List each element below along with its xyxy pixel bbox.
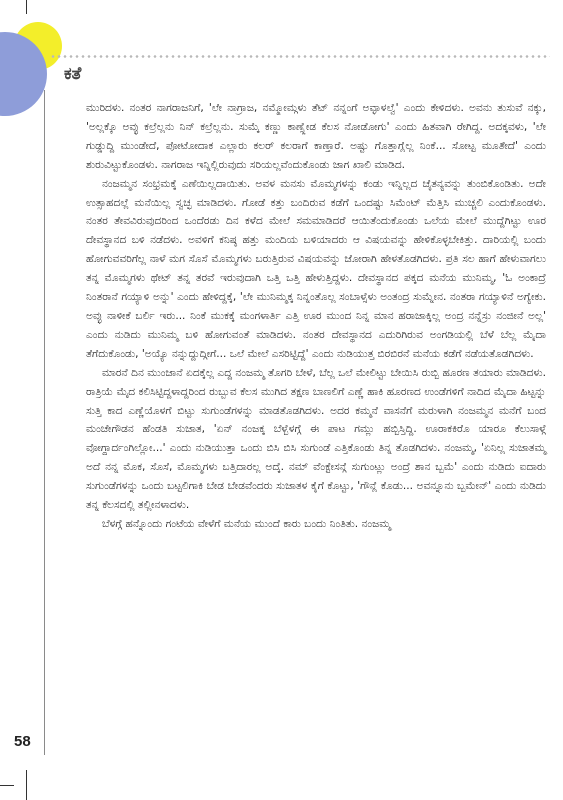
story-text [86, 99, 546, 534]
paragraph: ಬೆಳಗ್ಗೆ ಹನ್ನೊಂದು ಗಂಟೆಯ ವೇಳೆಗೆ ಮನೆಯ ಮುಂದೆ ಕಾರು ಬಂದು ನಿಂತಿತು. ನಂಜಮ್ಮ [102, 517, 391, 530]
crop-mark-bottom-left-horizontal [0, 785, 14, 786]
paragraph: ಮಾರನೆ ದಿನ ಮುಂಜಾನೆ ಏದಕ್ಕೆಲ್ಲ ಎದ್ದ ನಂಜಮ್ಮ ತೊಗರಿ ಬೇಳೆ, ಬೆಲ್ಲ ಒಲೆ ಮೇಲಿಟ್ಟು ಬೇಯಿಸಿ ರುಬ್ಬಿ ಹೂರಣ ತಯಾರು ಮಾಡಿದಳು. ರಾತ್ರಿಯೆ ಮೈದ ಕಲಿಸಿಟ್ಟಿದ್ದಳಾದ್ದರಿಂದ ರುಬ್ಬುವ ಕೆಲಸ ಮುಗಿದ ತಕ್ಷಣ ಬಾಣಲಿಗೆ ಎಣ್ಣೆ ಹಾಕಿ ಹೂರಣದ ಉಂಡೆಗಳಿಗೆ ನಾದಿದ ಮೈದಾ ಹಿಟ್ಟನ್ನು ಸುತ್ತಿ ಕಾದ ಎಣ್ಣೆಯೊಳಗೆ ಬಿಟ್ಟು ಸುಗುಂಡೆಗಳನ್ನು ಮಾಡತೊಡಗಿದಳು. ಅದರ ಕಮ್ಮನೆ ವಾಸನೆಗೆ ಮರುಳಾಗಿ ನಂಜಮ್ಮನ ಮನೆಗೆ ಬಂದ ಮಂಚೇಗೌಡನ ಹೆಂಡತಿ ಸುಜಾತ, 'ಏನ್ ನಂಜಕ್ಕ ಬೆಳ್ಬೆಳಗ್ಗೆ ಈ ಪಾಟ ಗಮ್ಲು ಹಬ್ಬಿಸ್ತಿದ್ದಿ. ಊರಾಕಕಿರೊ ಯಾರೂ ಕೆಲುಸಾಳ್ಗೆ ವೋಗ್ದಾರ್ದಂಗಿಲ್ಲೋ...' ಎಂದು ನುಡಿಯುತ್ತಾ ಒಂದು ಬಿಸಿ ಬಿಸಿ ಸುಗುಂಡೆ ಎತ್ತಿಕೊಂಡು ತಿನ್ನ ತೊಡಗಿದಳು. ನಂಜಮ್ಮ, 'ಏನಿಲ್ಲ ಸುಜಾತಮ್ಮ ಅದೆ ನನ್ನ ಮೊಕ, ಸೊಸೆ, ಮೊಮ್ಮಗಳು ಬತ್ತಿದಾರಲ್ಲ ಅದ್ಕೆ. ನಮ್ ವೆಂಕ್ಟೇಸನ್ಗೆ ಸುಗುಂಟ್ಲು ಅಂದ್ರೆ ಶಾನ ಬ್ಬಮೆ' ಎಂದು ನುಡಿದು ಐದಾರು ಸುಗುಂಡೆಗಳನ್ನು ಒಂದು ಬಟ್ಟಲಿಗಾಕಿ ಬೇಡ ಬೇಡವೆಂದರು ಸುಜಾತಳ ಕೈಗೆ ಕೊಟ್ಟು, 'ಗೌನ್ಲೆ ಕೊಡು... ಅವನ್ನೂನು ಬ್ಬಮೇನ್' ಎಂದು ನುಡಿದು ತನ್ನ ಕೆಲಸದಲ್ಲಿ ತಲ್ಲೀನಳಾದಳು. [86, 366, 546, 512]
crop-mark-top-left-vertical [26, 0, 27, 14]
section-label: ಕತೆ [64, 64, 82, 84]
crop-mark-bottom-left-vertical [26, 770, 27, 800]
left-margin-rule [44, 90, 45, 755]
paragraph: ಮುರಿದಳು. ನಂತರ ನಾಗರಾಜನಿಗೆ, 'ಲೇ ನಾಗ್ರಾಜ, ನಮ್ಮೋಮ್ಗಳು ತೆಟ್ ನನ್ನಂಗೆ ಅವ್ಳಾಳಲ್ವೆ' ಎಂದು ಕೇಳಿದಳು. ಅವನು ತುಸುವೆ ನಕ್ಕು, 'ಅಲ್ಲಕ್ಕೊ ಅವ್ಳು ಕಲ್ರೆಲ್ಲನು ನಿನ್ ಕಲ್ರೆಲ್ಲನು. ಸುಮ್ಕೆ ಕಣ್ಣು ಕಾಣ್ಸ್ಲೇಡ ಕೆಲಸ ನೋಡೋಗು' ಎಂದು ಹಿತವಾಗಿ ರೇಗಿದ್ದ. ಅದಕ್ಕವಳು, 'ಲೇ ಗುಡ್ಡುದ್ದಿ ಮುಂಡೇದೆ, ಪೋಟೋದಾಕ ಎಲ್ಲಾರು ಕಲರ್ ಕಲರಾಗೆ ಕಾಣ್ತಾರೆ. ಅಷ್ಟು ಗೊತ್ತಾಗ್ಲೆಲ್ಲ ನಿಂಕೆ... ಸೋಟ್ಟ ಮೂತಿೇದೆ' ಎಂದು ಶುರುವಿಟ್ಟುಕೊಂಡಳು. ನಾಗರಾಜ ಇನ್ನಿಲ್ಲಿರುವುದು ಸರಿಯಲ್ಲವೆಂದುಕೊಂಡು ಜಾಗ ಖಾಲಿ ಮಾಡಿದ. [86, 102, 546, 171]
page-number: 58 [14, 733, 31, 750]
paragraph: ನಂಜಮ್ಮನ ಸಂಭ್ರಮಕ್ಕೆ ಎಣೆಯಿಲ್ಲದಾಯಿತು. ಅವಳ ಮನಸು ಮೊಮ್ಮಗಳನ್ನು ಕಂಡು ಇನ್ನಿಲ್ಲದ ಚೈತನ್ಯವನ್ನು ತುಂಬಿಕೊಂಡಿತು. ಅದೇ ಉತ್ಸಾಹದಲ್ಲೆ ಮನೆಯಿಲ್ಲ ಸ್ವಚ್ಛ ಮಾಡಿದಳು. ಗೋಡೆ ಕತ್ತು ಬಂದಿರುವ ಕಡೆಗೆ ಒಂದಷ್ಟು ಸಿಮೆಂಟ್ ಮೆತ್ತಿಸಿ ಮುಚ್ಚಲಿ ಎಂದುಕೊಂಡಳು. ನಂತರ ತೇವವಿರುವುದರಿಂದ ಒಂದೆರಡು ದಿನ ಕಳೆದ ಮೇಲೆ ಸಮಮಾಡಿದರೆ ಆಯಿತೆಂದುಕೊಂಡು ಒಲೆಯ ಮೇಲೆ ಮುದ್ದೆಗಿಟ್ಟು ಊರ ದೇವಸ್ಥಾನದ ಬಳಿ ನಡೆದಳು. ಅವಳಿಗೆ ಕನಿಷ್ಠ ಹತ್ತು ಮಂದಿಯ ಬಳಿಯಾದರು ಆ ವಿಷಯವನ್ನು ಹೇಳಿಕೊಳ್ಳಬೇಕಿತ್ತು. ದಾರಿಯಲ್ಲಿ ಬಂದು ಹೋಗುವವರಿಗೆಲ್ಲ ನಾಳೆ ಮಗ ಸೊಸೆ ಮೊಮ್ಮಗಳು ಬರುತ್ತಿರುವ ವಿಷಯವನ್ನು ಜೋರಾಗಿ ಹೇಳತೊಡಗಿದಳು. ಪ್ರತಿ ಸಲ ಹಾಗೆ ಹೇಳುವಾಗಲು ತನ್ನ ಮೊಮ್ಮಗಳು ಥೇಟ್ ತನ್ನ ತರವೆ ಇರುವುದಾಗಿ ಒತ್ತಿ ಒತ್ತಿ ಹೇಳುತ್ತಿದ್ದಳು. ದೇವಸ್ಥಾನದ ಪಕ್ಕದ ಮನೆಯ ಮುನಿಮ್ಮ, 'ಓ ಅಂಕಾದ್ರೆ ನಿಂತರಾನೆ ಗಯ್ಯಾಳಿ ಅನ್ನು' ಎಂದು ಹೇಳಿದ್ದಕ್ಕೆ, 'ಲೇ ಮುನಿಮ್ಮಕ್ಕ ನಿನ್ನಂತೊಲ್ಲ ಸಂಬಾಳ್ಸೆಳು ಅಂತಂದ್ರ ಸುಮ್ನೇನ. ನಂತರಾ ಗಯ್ಯಾಳಿನೆ ಅಗ್ಯೇಕು. ಅವ್ಳು ನಾಳೀಕೆ ಬರ್ಲಿ ಇರು... ನಿಂಕೆ ಮುಕಕ್ಕೆ ಮಂಗಳಾರ್ತಿ ಎತ್ತಿ ಊರ ಮುಂದ ನಿನ್ನ ಮಾನ ಹರಾಜಾಕ್ಕಿಲ್ಲ ಅಂದ್ರ ನನ್ನೆಸ್ರು ನಂಜೀನೆ ಅಲ್ಲ' ಎಂದು ನುಡಿದು ಮುನಿಮ್ಮ ಬಳಿ ಹೋಗುವಂತೆ ಮಾಡಿದಳು. ನಂತರ ದೇವಸ್ಥಾನದ ಎದುರಿಗಿರುವ ಅಂಗಡಿಯಲ್ಲಿ ಬೆಳೆ ಬೆಲ್ಲ ಮೈದಾ ತೆಗೆದುಕೊಂಡು, 'ಅಯ್ಯೊ ನನ್ನುದ್ದುದ್ಗೀಗೆ... ಒಲೆ ಮೇಲೆ ಎಸರಿಟ್ಟಿದ್ದೆ' ಎಂದು ನುಡಿಯುತ್ತ ಬಿರಬಿರನೆ ಮನೆಯ ಕಡೆಗೆ ನಡೆಯತೊಡಗಿದಳು. [86, 177, 546, 360]
dotted-header-rule [50, 55, 550, 58]
